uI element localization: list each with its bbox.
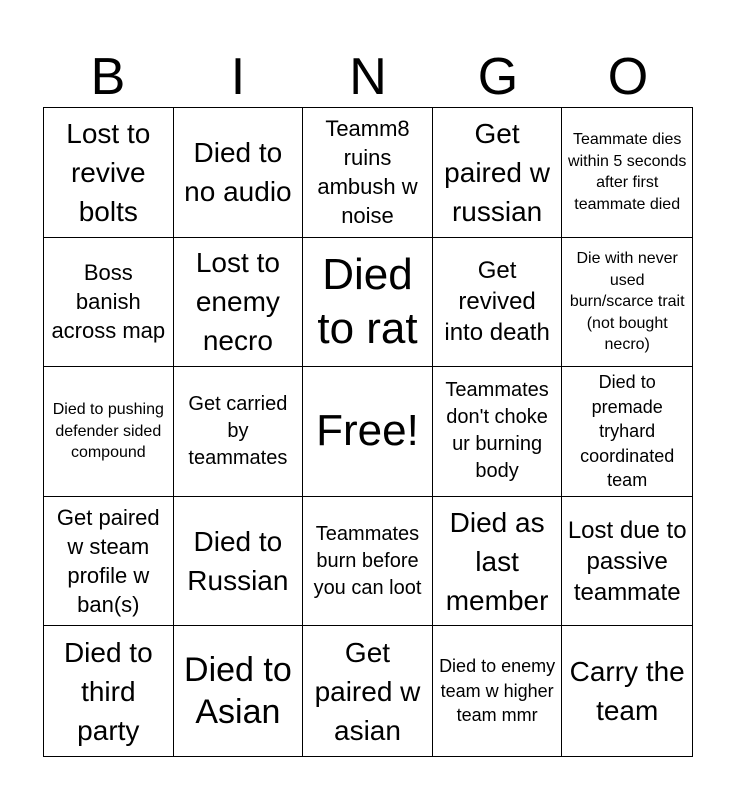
bingo-cell-1-3[interactable] [303, 108, 433, 238]
cell-text: Teammates don't choke ur burning body [445, 379, 549, 483]
bingo-cell-1-1[interactable] [44, 108, 174, 238]
cell-text: Died to pushing defender sided compound [52, 401, 164, 462]
cell-text: Lost to enemy necro [195, 247, 280, 357]
free-space-cell[interactable] [303, 367, 433, 497]
cell-text: Get paired w russian [444, 117, 551, 227]
bingo-cell-3-2[interactable] [174, 367, 304, 497]
cell-text: Get paired w steam profile w ban(s) [56, 505, 160, 618]
cell-text: Teammates burn before you can loot [313, 522, 422, 599]
cell-text: Lost to revive bolts [66, 117, 151, 227]
cell-text: Get paired w asian [314, 636, 421, 746]
bingo-cell-5-5[interactable] [562, 626, 692, 756]
bingo-cell-1-4[interactable] [433, 108, 563, 238]
bingo-cell-2-2[interactable] [174, 238, 304, 368]
bingo-cell-5-1[interactable] [44, 626, 174, 756]
cell-text: Die with never used burn/scarce trait (not bought necro) [569, 250, 685, 354]
header-letter-i: I [230, 48, 246, 106]
cell-text: Died to Russian [187, 526, 289, 597]
cell-text: Died to Asian [184, 651, 292, 732]
cell-text: Died to rat [317, 249, 418, 353]
header-letter-b: B [90, 48, 126, 106]
header-letter-n: N [349, 48, 387, 106]
cell-text: Died to third party [63, 636, 153, 746]
bingo-cell-2-3[interactable] [303, 238, 433, 368]
cell-text: Died to premade tryhard coordinated team [580, 372, 675, 491]
bingo-cell-4-3[interactable] [303, 497, 433, 627]
cell-text: Died to enemy team w higher team mmr [439, 656, 556, 726]
bingo-cell-3-5[interactable] [562, 367, 692, 497]
header-letter-o: O [607, 48, 649, 106]
bingo-cell-5-2[interactable] [174, 626, 304, 756]
bingo-cell-3-4[interactable] [433, 367, 563, 497]
bingo-cell-4-4[interactable] [433, 497, 563, 627]
bingo-cell-5-3[interactable] [303, 626, 433, 756]
cell-text: Lost due to passive teammate [567, 516, 687, 606]
cell-text: Died to no audio [184, 137, 292, 208]
bingo-cell-4-2[interactable] [174, 497, 304, 627]
cell-text: Died as last member [445, 506, 549, 616]
bingo-cell-3-1[interactable] [44, 367, 174, 497]
cell-text: Get carried by teammates [188, 392, 288, 469]
bingo-cell-4-1[interactable] [44, 497, 174, 627]
bingo-cell-5-4[interactable] [433, 626, 563, 756]
bingo-grid [43, 107, 693, 757]
bingo-cell-4-5[interactable] [562, 497, 692, 627]
bingo-cell-2-1[interactable] [44, 238, 174, 368]
bingo-header [43, 46, 693, 108]
cell-text: Teammate dies within 5 seconds after first teammate died [568, 131, 687, 213]
cell-text: Get revived into death [444, 257, 550, 347]
header-letter-g: G [477, 48, 519, 106]
bingo-cell-2-4[interactable] [433, 238, 563, 368]
bingo-cell-2-5[interactable] [562, 238, 692, 368]
cell-text: Boss banish across map [51, 260, 166, 344]
cell-text: Carry the team [569, 656, 685, 727]
cell-text: Free! [316, 406, 419, 456]
cell-text: Teamm8 ruins ambush w noise [317, 116, 418, 229]
bingo-cell-1-2[interactable] [174, 108, 304, 238]
bingo-cell-1-5[interactable] [562, 108, 692, 238]
